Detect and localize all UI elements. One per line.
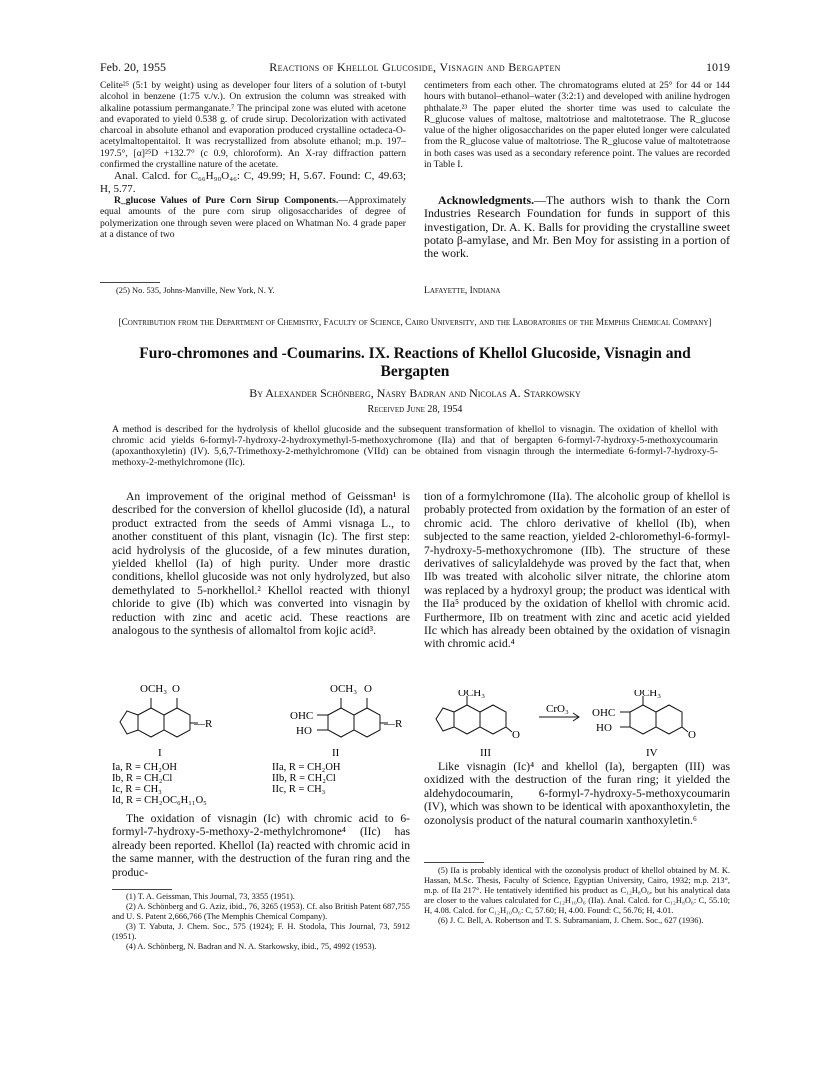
- ring: [138, 708, 164, 737]
- och3-label: OCH₃: [330, 683, 358, 695]
- r-def: IIb, R = CH₂Cl: [272, 773, 336, 784]
- footnote: (1) T. A. Geissman, This Journal, 73, 3355 (1951).: [126, 892, 295, 901]
- paragraph: centimeters from each other. The chromatograms eluted at 25° for 44 or 144 hours with butanol–ethanol–water (3:2:1) and developed with aniline hydrogen phthalate.²³ The paper eluted the shorter time was used to calculate the R_glucose values of maltose, maltotriose and maltotetraose. The R_glucose value of the higher oligosaccharides on the paper eluted longer were calculated from the R_glucose value of maltotriose. The R_glucose value of maltotetraose in both cases was used as a secondary reference point. The values are recorded in Table I.: [424, 80, 730, 171]
- received-date: Received June 28, 1954: [367, 404, 463, 415]
- page-number: 1019: [706, 60, 730, 74]
- ho-label: HO: [296, 725, 312, 737]
- paragraph-anal: Anal. Calcd. for C₆₆H₉₀O₄₆: C, 49.99; H, 5.67. Found: C, 49.63; H, 5.77.: [100, 170, 406, 195]
- o-label: O: [172, 683, 180, 695]
- reagent-label: CrO₃: [546, 703, 569, 715]
- footnote-rule: [424, 862, 484, 863]
- r-def: Ia, R = CH₂OH: [112, 762, 177, 773]
- footnotes-right: [424, 866, 730, 926]
- authors: By Alexander Schönberg, Nasry Badran and Nicolas A. Starkowsky: [249, 386, 581, 400]
- paragraph: The oxidation of visnagin (Ic) with chromic acid to 6-formyl-7-hydroxy-5-methoxy-2-methylchromone⁴ (IIc) has already been reported. Khellol (Ia) reacted with chromic acid in the same manner, with the destruction of the furan ring and the produc-: [112, 812, 410, 879]
- r-label: —R: [194, 718, 213, 730]
- ohc-label: OHC: [290, 710, 314, 722]
- footnote: (6) J. C. Bell, A. Robertson and T. S. Subramaniam, J. Chem. Soc., 627 (1936).: [438, 916, 704, 925]
- top-left-column: [100, 80, 406, 240]
- abstract: A method is described for the hydrolysis of khellol glucoside and the subsequent transformation of khellol to visnagin. The oxidation of khellol with chromic acid yields 6-formyl-7-hydroxy-2-hydroxymethyl-5-methoxychromone (IIa) and that of bergapten 6-formyl-7-hydroxy-5-methoxycoumarin (apoxanthoxyletin) (IV). 5,6,7-Trimethoxy-2-methylchromone (VIId) can be obtained from visnagin through the intermediate 6-formyl-7-hydroxy-5-methoxy-2-methylchromone (IIc).: [112, 424, 718, 468]
- och3-label: OCH₃: [140, 683, 168, 695]
- r-def: Ic, R = CH₃: [112, 784, 162, 795]
- ack-text: —The authors wish to thank the Corn Industries Research Foundation for funds in support of this investigation, Dr. A. K. Balls for providing the crystalline sweet potato β-amylase, and Mr. Ben Moy for assisting in a portion of the work.: [424, 193, 730, 261]
- ring: [164, 708, 190, 737]
- footnote: (3) T. Yabuta, J. Chem. Soc., 575 (1924); F. H. Stodola, This Journal, 73, 5912 (1951).: [112, 922, 410, 941]
- ack-head: Acknowledgments.: [438, 193, 535, 207]
- compound-label-II: II: [332, 747, 340, 759]
- compound-label-I: I: [158, 747, 162, 759]
- r-def: IIa, R = CH₂OH: [272, 762, 341, 773]
- structures-I-II: [112, 678, 412, 816]
- r-def: Id, R = CH₂OC₆H₁₁O₅: [112, 795, 207, 806]
- ring: [120, 711, 138, 734]
- footnotes-left: [112, 892, 410, 952]
- footnote-25: (25) No. 535, Johns-Manville, New York, N. Y.: [116, 286, 275, 295]
- footnote-rule: [112, 889, 172, 890]
- compound-label-III: III: [480, 747, 491, 759]
- right-column: [424, 490, 730, 651]
- left-column-lower: [112, 812, 410, 879]
- och3-label: OCH₃: [458, 690, 486, 699]
- paragraph: Like visnagin (Ic)⁴ and khellol (Ia), bergapten (III) was oxidized with the destruction of the furan ring; it yielded the aldehydocoumarin, 6-formyl-7-hydroxy-5-methoxycoumarin (IV), which was shown to be identical with apoxanthoxyletin, the ozonolysis product of the natural coumarin xanthoxyletin.⁶: [424, 760, 730, 827]
- footnote: (4) A. Schönberg, N. Badran and N. A. Starkowsky, ibid., 75, 4992 (1953).: [126, 942, 377, 951]
- article-title: Furo-chromones and -Coumarins. IX. Reactions of Khellol Glucoside, Visnagin and Bergapten: [139, 345, 691, 380]
- footnote: (5) IIa is probably identical with the ozonolysis product of khellol obtained by M. K. Hassan, M.Sc. Thesis, Faculty of Science, Egyptian University, Cairo, 1932; m.p. 213°, m.p. of IIa 217°. He tentatively identified his product as C₁₂H₈O₆, but his analytical data are closer to the values calculated for C₁₂H₁₀O₆ (IIa). Anal. Calcd. for C₁₂H₈O₆: C, 55.10; H, 4.08. Calcd. for C₁₂H₁₀O₆: C, 57.60; H, 4.00. Found: C, 56.76; H, 4.01.: [424, 866, 730, 915]
- structures-III-IV: [424, 690, 730, 762]
- paragraph: An improvement of the original method of Geissman¹ is described for the conversion of khellol glucoside (Id), a natural product extracted from the seeds of Ammi visnaga L., to another constituent of this plant, visnagin (Ic). The first step: acid hydrolysis of the glucoside, of a few minutes duration, yielded khellol (Ia) of high purity. Under more drastic conditions, khellol glucoside was not only hydrolyzed, but also demethylated to 5-norkhellol.² Khellol reacted with thionyl chloride to give (Ib) which was converted into visnagin by reduction with zinc and acetic acid. These reactions are analogous to the synthesis of allomaltol from kojic acid³.: [112, 490, 410, 638]
- paragraph: —Approximately equal amounts of the pure corn sirup oligosaccharides of degree of polymerization one through seven were placed on Whatman No. 4 grade paper at a distance of two: [100, 195, 406, 241]
- place: Lafayette, Indiana: [424, 285, 501, 296]
- o-label: O: [512, 729, 520, 741]
- o-label: O: [364, 683, 372, 695]
- left-column: [112, 490, 410, 637]
- contribution-note: [Contribution from the Department of Chemistry, Faculty of Science, Cairo University, and the Laboratories of the Memphis Chemical Company]: [118, 318, 712, 328]
- header-date: Feb. 20, 1955: [100, 60, 166, 74]
- compound-label-IV: IV: [646, 747, 658, 759]
- ho-label: HO: [596, 722, 612, 734]
- paragraph: tion of a formylchromone (IIa). The alcoholic group of khellol is probably protected from oxidation by the formation of an ester of chromic acid. The chloro derivative of khellol (Ib), when subjected to the same reaction, yielded 2-chloromethyl-6-formyl-7-hydroxy-5-methoxychromone (IIb). The structure of these derivatives of salicylaldehyde was proved by the fact that, when IIb was treated with alcoholic silver nitrate, the chlorine atom was replaced by a hydroxyl group; the product was identical with the IIa⁵ produced by the oxidation of khellol with chromic acid. Furthermore, IIb on treatment with zinc and acetic acid yielded IIc which has already been obtained by the oxidation of visnagin with chromic acid.⁴: [424, 490, 730, 651]
- o-label: O: [688, 729, 696, 741]
- r-label: —R: [384, 718, 403, 730]
- right-column-lower: [424, 760, 730, 827]
- top-right-column: [424, 80, 730, 170]
- section-head: R_glucose Values of Pure Corn Sirup Components.: [114, 195, 339, 207]
- acknowledgments: [424, 194, 730, 260]
- r-def: IIc, R = CH₃: [272, 784, 326, 795]
- paragraph: Celite²⁵ (5:1 by weight) using as developer four liters of a solution of t-butyl alcohol in benzene (1:75 v./v.). On extrusion the column was streaked with alkaline potassium permanganate.⁷ The principal zone was eluted with acetone and evaporated to yield 0.538 g. of crude sirup. Decolorization with activated charcoal in absolute ethanol and evaporation produced crystalline octadeca-O-acetylmaltopentaitol. It was recrystallized from absolute ethanol; m.p. 197–197.5°, [α]²⁵D +132.7° (c 0.9, chloroform). An X-ray diffraction pattern confirmed the crystalline nature of the acetate.: [100, 80, 406, 171]
- ohc-label: OHC: [592, 707, 616, 719]
- footnote: (2) A. Schönberg and G. Aziz, ibid., 76, 3265 (1953). Cf. also British Patent 687,755 and U. S. Patent 2,666,766 (The Memphis Chemical Company).: [112, 902, 410, 921]
- och3-label: OCH₃: [634, 690, 662, 699]
- header-title: Reactions of Khellol Glucoside, Visnagin and Bergapten: [269, 60, 561, 74]
- footnote-rule: [100, 282, 160, 283]
- r-def: Ib, R = CH₂Cl: [112, 773, 173, 784]
